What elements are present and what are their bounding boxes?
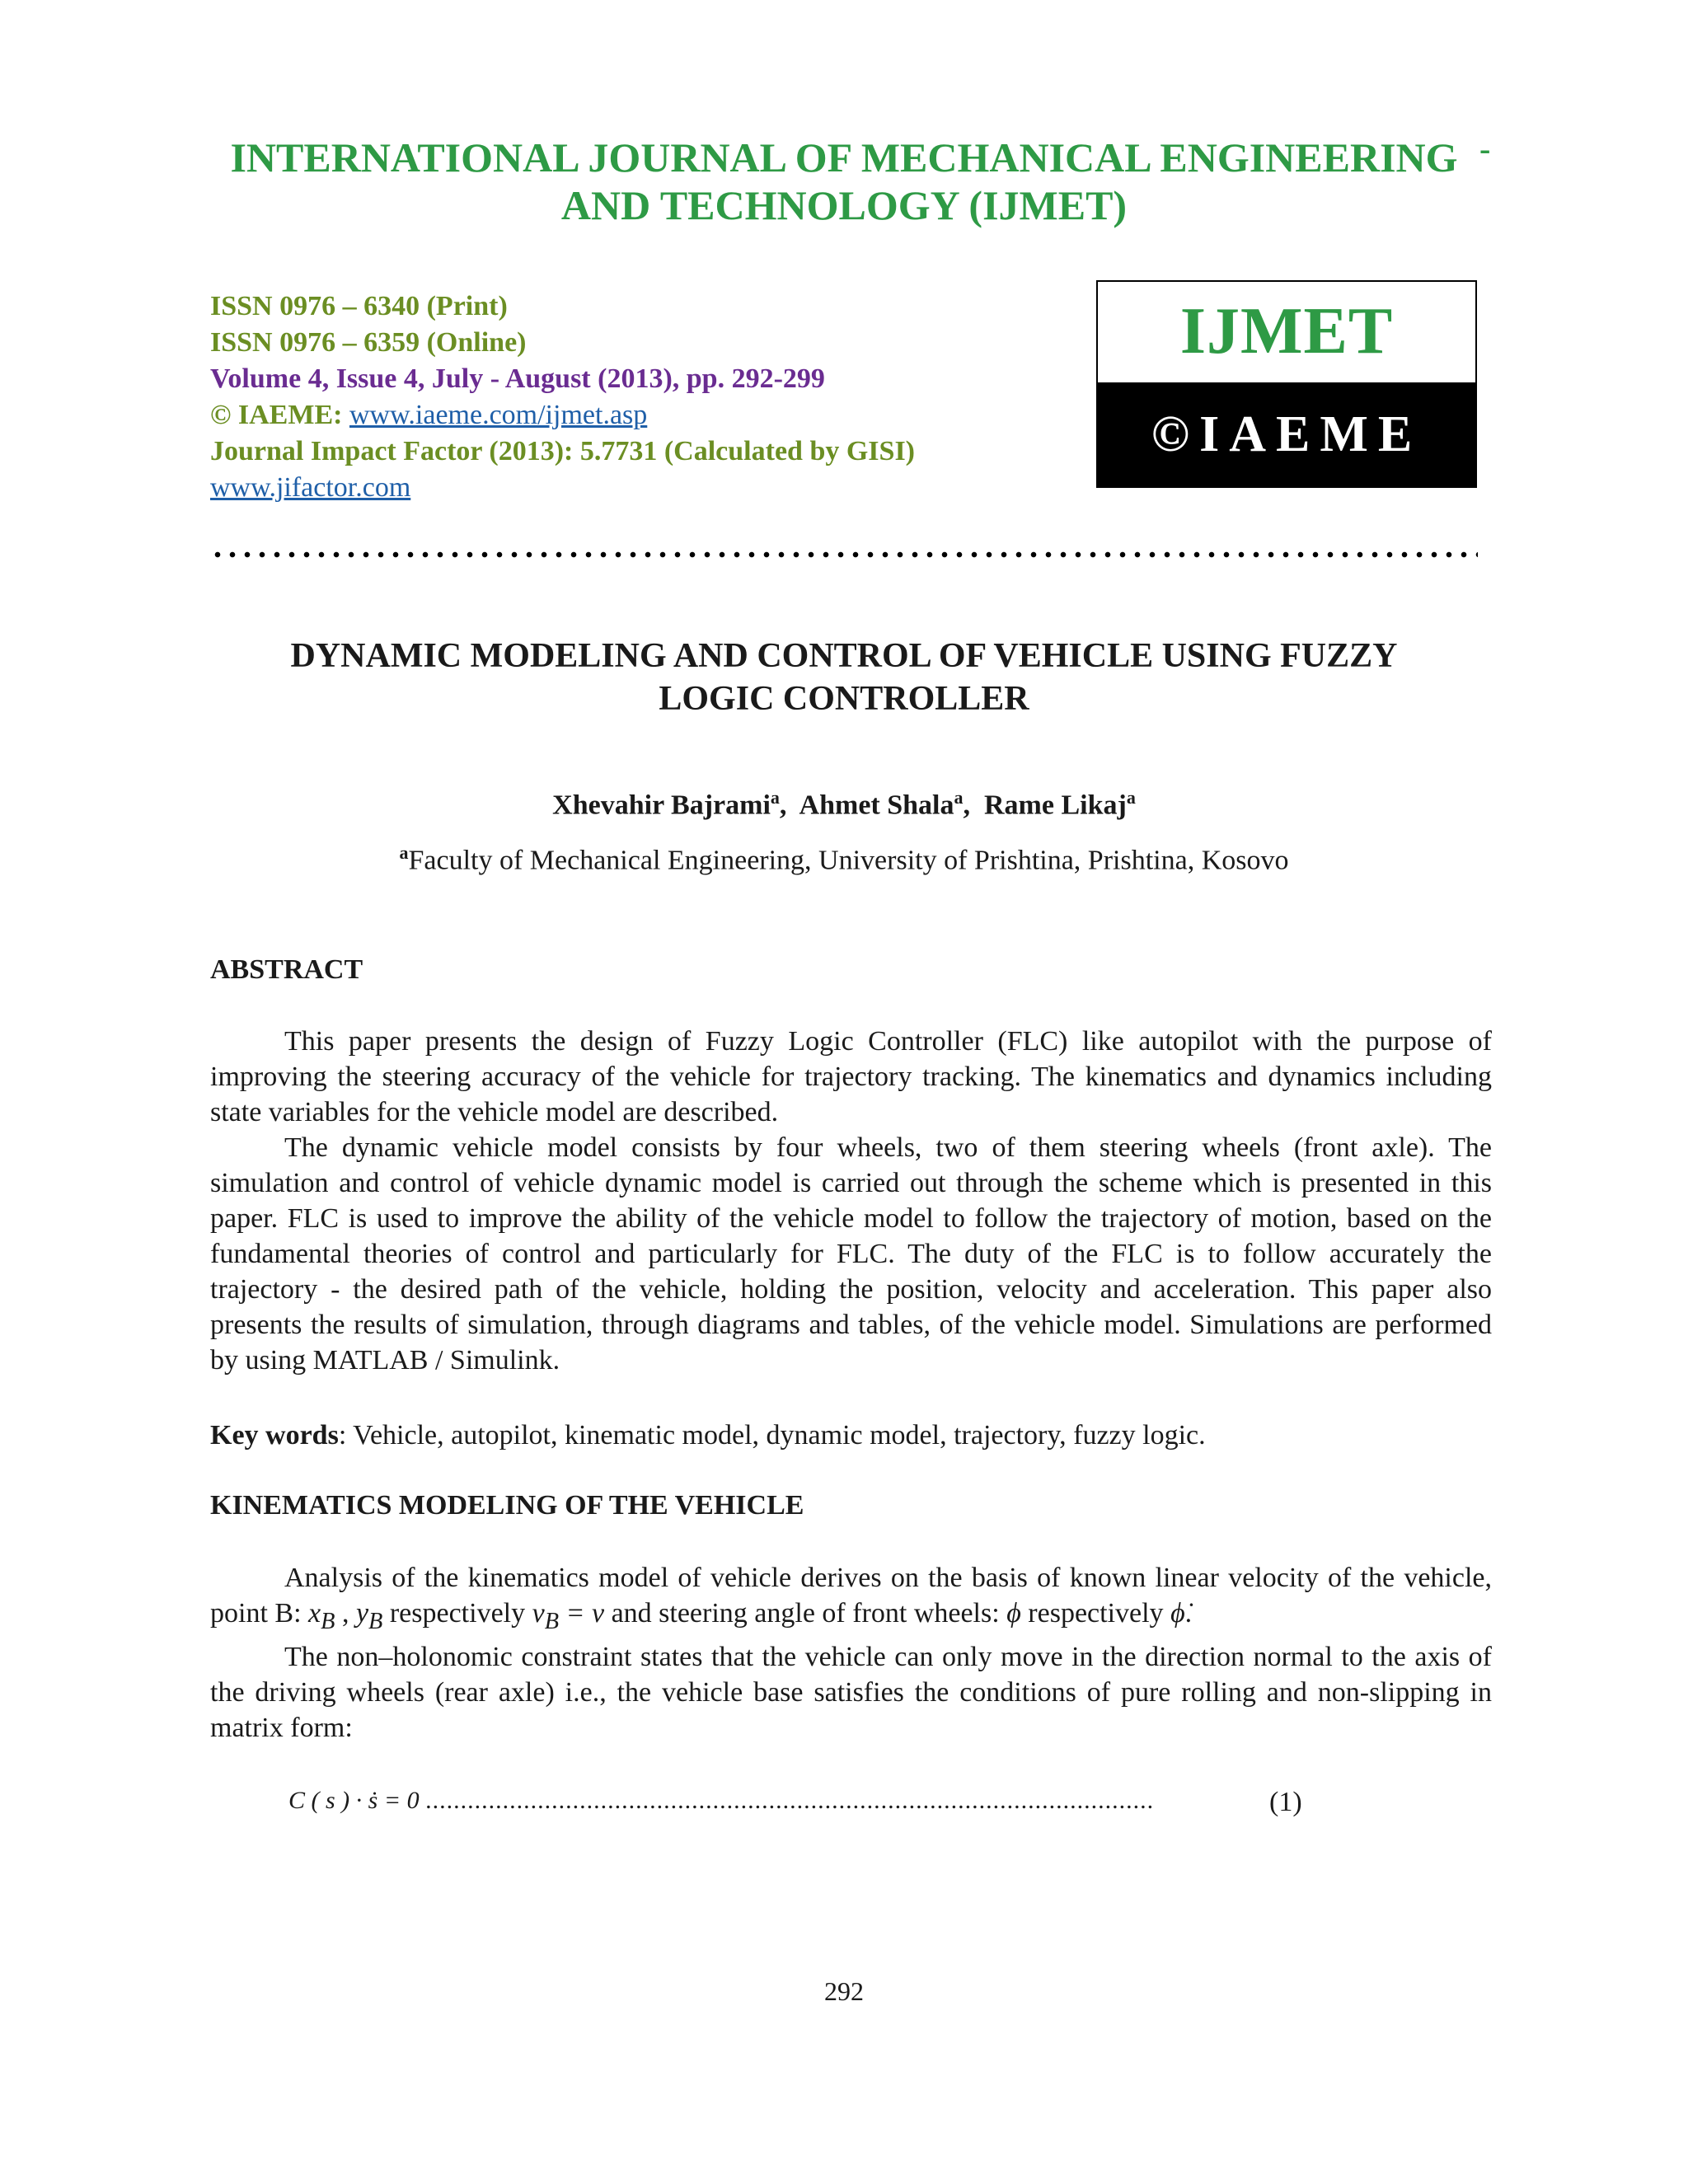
- equation-number: (1): [1269, 1787, 1302, 1817]
- volume-info: Volume 4, Issue 4, July - August (2013), pp. 292-299: [210, 363, 825, 394]
- journal-title: [0, 130, 1688, 229]
- math-vb: $v_B = v$: [532, 1598, 605, 1634]
- kinematics-p1-text-a: Analysis of the kinematics model of vehicle derives on the basis of known linear velocity of the vehicle, point B:: [210, 1563, 1492, 1629]
- iaeme-link[interactable]: www.iaeme.com/ijmet.asp: [349, 400, 648, 430]
- abstract-paragraph-2: The dynamic vehicle model consists by four wheels, two of them steering wheels (front axle). The simulation and control of vehicle dynamic model is carried out through the scheme which is presented in this paper. FLC is used to improve the ability of the vehicle model to follow the trajectory of motion, based on the fundamental theories of control and particularly for FLC. The duty of the FLC is to follow accurately the trajectory - the desired path of the vehicle, holding the position, velocity and acceleration. This paper also presents the results of simulation, through diagrams and tables, of the vehicle model. Simulations are performed by using MATLAB / Simulink.: [210, 1132, 1492, 1376]
- keywords-label: Key words: [210, 1420, 339, 1451]
- journal-logo: [1096, 280, 1477, 488]
- author-sup: a: [954, 787, 964, 808]
- author-name: Ahmet Shala: [799, 790, 954, 821]
- jifactor-link[interactable]: www.jifactor.com: [210, 472, 411, 503]
- affiliation-text: Faculty of Mechanical Engineering, University of Prishtina, Prishtina, Kosovo: [408, 845, 1289, 876]
- kinematics-body: [210, 1560, 1492, 1746]
- impact-factor: Journal Impact Factor (2013): 5.7731 (Calculated by GISI): [210, 436, 915, 466]
- journal-title-line1: INTERNATIONAL JOURNAL OF MECHANICAL ENGINEERING: [230, 134, 1458, 180]
- equation-dots: ........................................................................................................: [425, 1787, 1155, 1814]
- iaeme-label: © IAEME:: [210, 400, 343, 430]
- abstract-paragraph-1: This paper presents the design of Fuzzy Logic Controller (FLC) like autopilot with the purpose of improving the steering accuracy of the vehicle for trajectory tracking. The kinematics and dynamics including state variables for the vehicle model are described.: [210, 1026, 1492, 1127]
- kinematics-p1-text-c: and steering angle of front wheels:: [604, 1598, 1007, 1629]
- logo-iaeme: ©IAEME: [1098, 382, 1475, 486]
- author-sup: a: [1126, 787, 1136, 808]
- author-list: Xhevahir Bajrami$^a$, Ahmet Shala$^a$, Rame Likaj$^a$: [552, 787, 1136, 821]
- issn-print: ISSN 0976 – 6340 (Print): [210, 291, 508, 321]
- kinematics-paragraph-1: Analysis of the kinematics model of vehicle derives on the basis of known linear velocity of the vehicle, point B: $x_B$ , $y_B$ respectively $v_B = v$ and steering angle of front wheels: ϕ respectively ϕ̇.: [210, 1563, 1492, 1634]
- keywords: [210, 1418, 1492, 1453]
- keywords-text: : Vehicle, autopilot, kinematic model, dynamic model, trajectory, fuzzy logic.: [338, 1420, 1206, 1451]
- iaeme-line: [210, 397, 915, 434]
- equation-1: [288, 1787, 1302, 1817]
- math-phi-dot: ϕ̇: [1170, 1598, 1185, 1629]
- paper-title-line1: DYNAMIC MODELING AND CONTROL OF VEHICLE USING FUZZY: [290, 637, 1398, 675]
- kinematics-heading: KINEMATICS MODELING OF THE VEHICLE: [210, 1490, 804, 1521]
- issn-online: ISSN 0976 – 6359 (Online): [210, 327, 527, 358]
- paper-title: [0, 635, 1688, 720]
- affiliation-sup: a: [399, 842, 409, 863]
- author-sup: a: [770, 787, 780, 808]
- math-xb: $x_B$: [308, 1598, 335, 1634]
- journal-title-line2: AND TECHNOLOGY (IJMET): [560, 182, 1128, 228]
- math-yb: $y_B$: [355, 1598, 383, 1634]
- kinematics-p1-text-b: respectively: [382, 1598, 532, 1629]
- math-phi: ϕ: [1006, 1598, 1021, 1629]
- abstract-heading: ABSTRACT: [210, 954, 363, 985]
- author-name: Rame Likaj: [984, 790, 1127, 821]
- dotted-divider: [210, 551, 1478, 559]
- kinematics-paragraph-2: The non–holonomic constraint states that the vehicle can only move in the direction normal to the axis of the driving wheels (rear axle) i.e., the vehicle base satisfies the conditions of pure rolling and non-slipping in matrix form:: [210, 1641, 1492, 1743]
- affiliation: [0, 842, 1688, 876]
- journal-meta: [210, 288, 915, 506]
- abstract-body: [210, 1024, 1492, 1378]
- kinematics-p1-text-d: respectively: [1020, 1598, 1171, 1629]
- author-name: Xhevahir Bajrami: [552, 790, 771, 821]
- page-number: 292: [824, 1976, 864, 2006]
- journal-title-mark: -: [1479, 130, 1491, 167]
- equation-lhs: C ( s ) · ṡ = 0: [288, 1787, 420, 1814]
- logo-ijmet: IJMET: [1179, 295, 1394, 368]
- paper-title-line2: LOGIC CONTROLLER: [659, 680, 1029, 718]
